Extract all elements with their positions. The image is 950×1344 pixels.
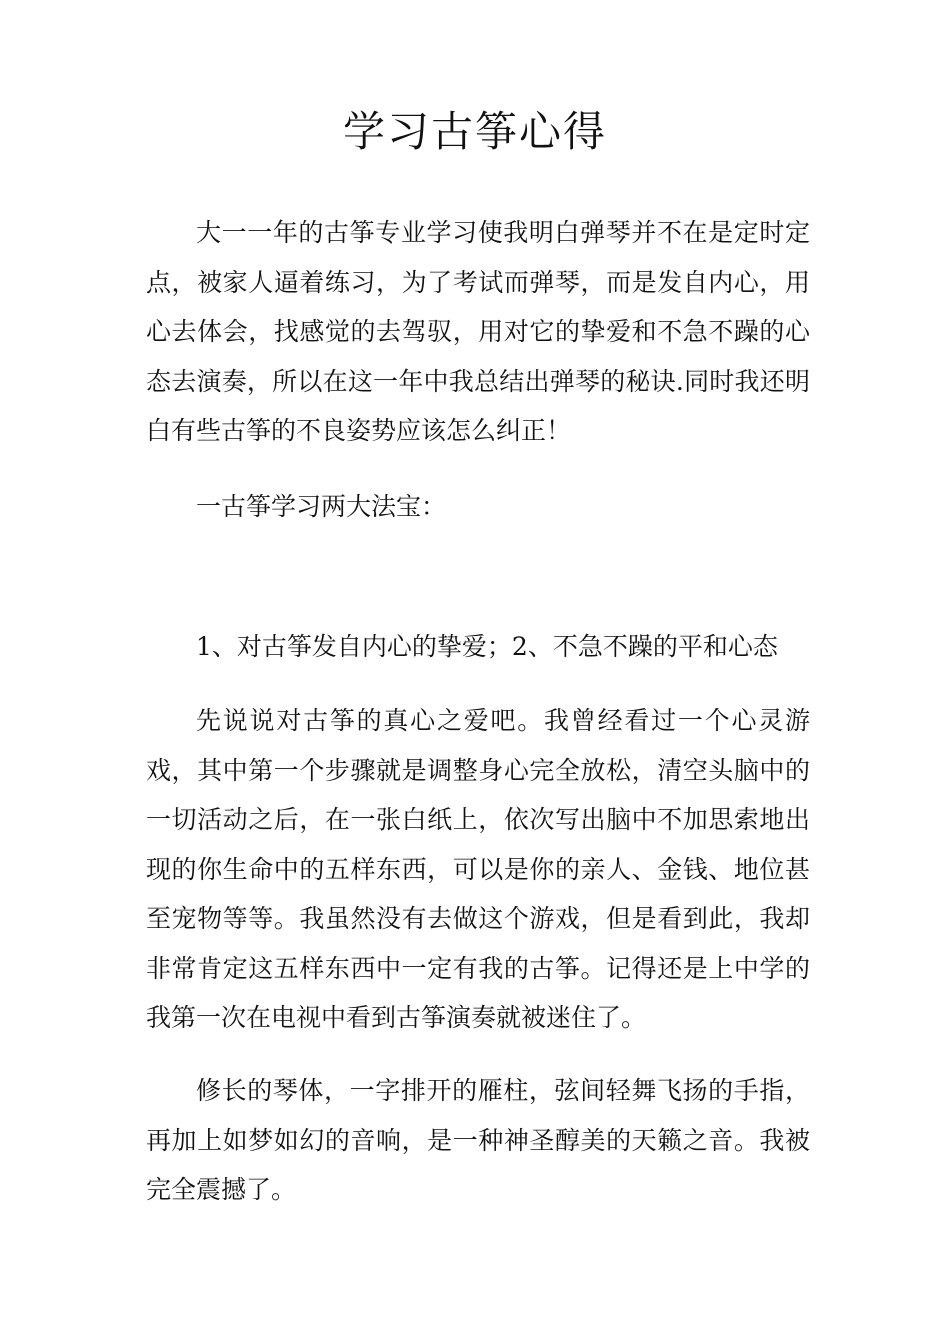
- document-title: 学习古筝心得: [342, 107, 607, 156]
- paragraph-heading-two-treasures: 一古筝学习两大法宝：: [196, 492, 447, 521]
- paragraph-true-love: 先说说对古筝的真心之爱吧。我曾经看过一个心灵游戏，其中第一个步骤就是调整身心完全放松，清空头脑中的一切活动之后，在一张白纸上，依次写出脑中不加思索地出现的你生命中的五样东西，可以是你的亲人、金钱、地位甚至宠物等等。我虽然没有去做这个游戏，但是看到此，我却非常肯定这五样东西中一定有我的古筝。记得还是上中学的我第一次在电视中看到古筝演奏就被迷住了。: [146, 706, 810, 1032]
- paragraph-intro: 大一一年的古筝专业学习使我明白弹琴并不在是定时定点，被家人逼着练习，为了考试而弹琴，而是发自内心，用心去体会，找感觉的去驾驭，用对它的挚爱和不急不躁的心态去演奏，所以在这一年中我总结出弹琴的秘诀.同时我还明白有些古筝的不良姿势应该怎么纠正！: [146, 218, 810, 445]
- paragraph-instrument-description: 修长的琴体，一字排开的雁柱，弦间轻舞飞扬的手指，再加上如梦如幻的音响，是一种神圣醇美的天籁之音。我被完全震撼了。: [146, 1076, 810, 1204]
- paragraph-treasures-list: 1、对古筝发自内心的挚爱；2、不急不躁的平和心态: [196, 632, 778, 661]
